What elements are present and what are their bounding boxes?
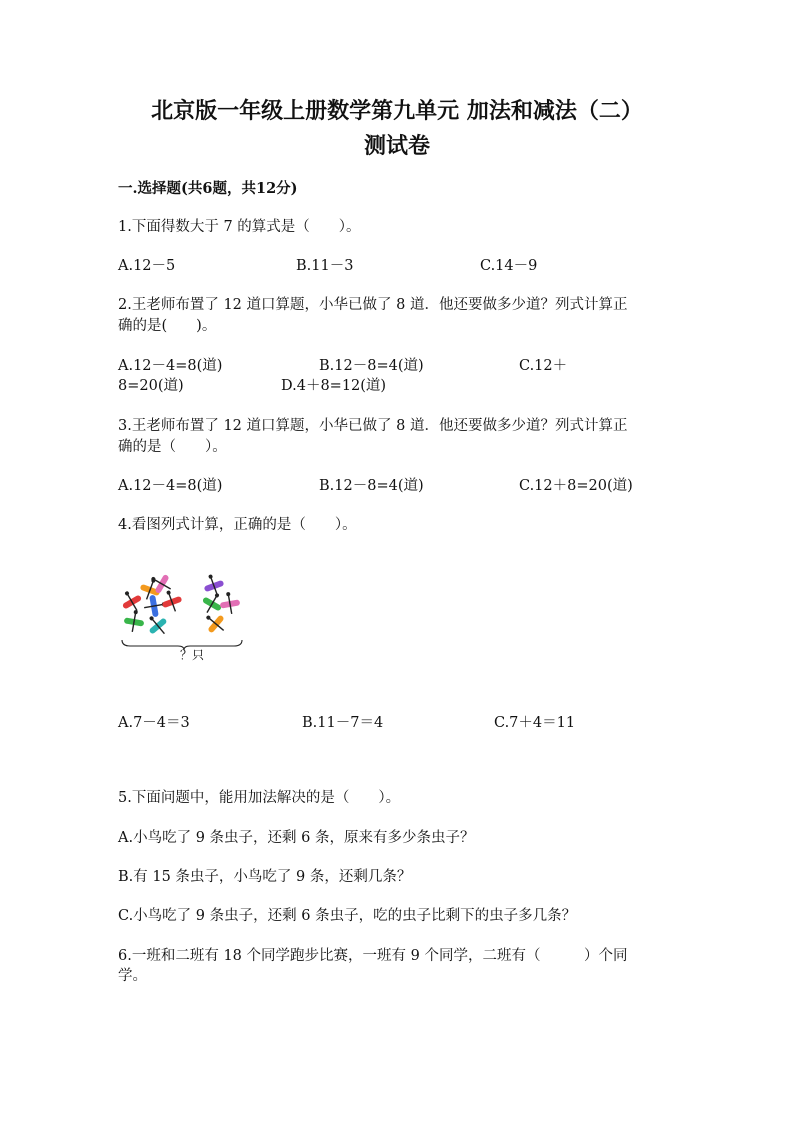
question-2-option-b: B.12－8=4(道): [319, 358, 424, 374]
question-3-option-a: A.12－4=8(道): [118, 478, 223, 494]
section-heading: 一.选择题(共6题，共12分): [118, 180, 298, 197]
question-5-option-c: C.小鸟吃了 9 条虫子，还剩 6 条虫子，吃的虫子比剩下的虫子多几条？: [118, 908, 577, 924]
question-6-stem-line2: 学。: [118, 968, 147, 984]
question-2-stem-line1: 2.王老师布置了 12 道口算题，小华已做了 8 道．他还要做多少道？列式计算正: [118, 297, 628, 313]
question-3-stem-line1: 3.王老师布置了 12 道口算题，小华已做了 8 道．他还要做多少道？列式计算正: [118, 418, 628, 434]
dragonfly-icon: [200, 574, 226, 599]
question-1-option-a: A.12－5: [118, 258, 176, 274]
dragonfly-icon: [158, 587, 184, 615]
question-3-option-c: C.12＋8=20(道): [519, 478, 633, 494]
dragonfly-group-right: [198, 574, 241, 638]
question-1-option-c: C.14－9: [480, 258, 538, 274]
question-4-stem: 4.看图列式计算，正确的是（ ）。: [118, 517, 357, 533]
question-2-option-a: A.12－4=8(道): [118, 358, 223, 374]
page-subtitle: 测试卷: [363, 133, 430, 159]
question-4-option-c: C.7＋4＝11: [494, 715, 576, 731]
question-5-option-a: A.小鸟吃了 9 条虫子，还剩 6 条，原来有多少条虫子？: [118, 830, 475, 846]
dragonfly-icon: [122, 608, 146, 633]
question-4-option-a: A.7－4＝3: [118, 715, 190, 731]
dragonfly-icon: [118, 587, 146, 616]
question-1-stem: 1.下面得数大于 7 的算式是（ ）。: [118, 219, 361, 235]
dragonfly-icon: [218, 590, 242, 615]
question-3-option-b: B.12－8=4(道): [319, 478, 424, 494]
dragonfly-group-left: [118, 574, 185, 640]
question-2-option-d: D.4＋8=12(道): [281, 378, 387, 394]
dragonfly-icon: [200, 609, 230, 638]
question-3-stem-line2: 确的是（ ）。: [118, 439, 227, 455]
question-5-stem: 5.下面问题中，能用加法解决的是（ ）。: [118, 790, 401, 806]
picture-question-label: ？只: [180, 648, 205, 662]
question-4-option-b: B.11－7＝4: [302, 715, 384, 731]
question-1-option-b: B.11－3: [296, 258, 354, 274]
page-title: 北京版一年级上册数学第九单元 加法和减法（二）: [151, 98, 643, 124]
question-2-option-c-part1: C.12＋: [519, 358, 568, 374]
question-2-stem-line2: 确的是( )。: [118, 318, 217, 334]
question-2-option-c-part2: 8=20(道): [118, 378, 184, 394]
question-6-stem-line1: 6.一班和二班有 18 个同学跑步比赛，一班有 9 个同学，二班有（ ）个同: [118, 948, 628, 964]
question-5-option-b: B.有 15 条虫子，小鸟吃了 9 条，还剩几条？: [118, 869, 412, 885]
